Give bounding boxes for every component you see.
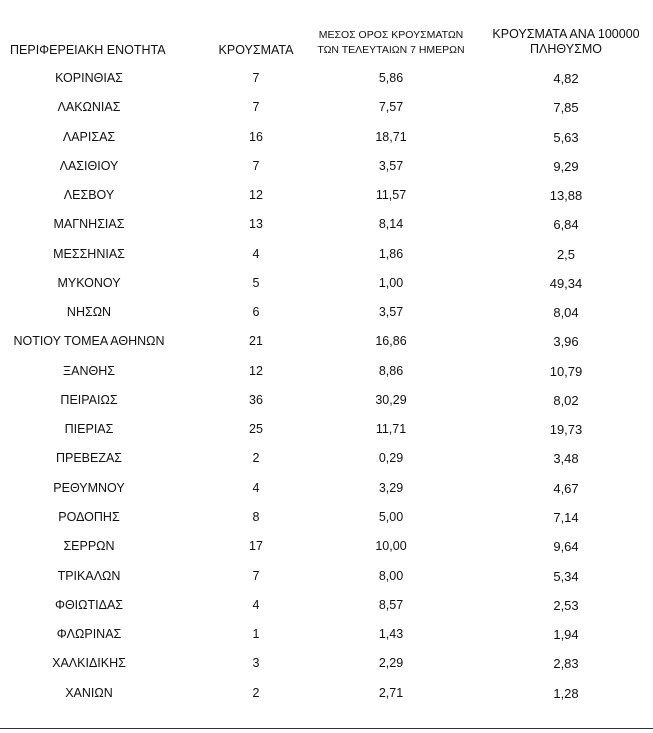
cell-cases: 1 bbox=[252, 627, 260, 642]
table-row bbox=[0, 298, 653, 327]
cell-region: ΠΙΕΡΙΑΣ bbox=[64, 422, 114, 437]
table-row bbox=[0, 474, 653, 503]
cell-7day-average: 1,86 bbox=[378, 246, 404, 261]
cell-cases-per-100k: 7,85 bbox=[553, 100, 579, 116]
cell-cases-per-100k: 5,63 bbox=[553, 129, 579, 145]
cell-region: ΠΡΕΒΕΖΑΣ bbox=[55, 451, 123, 466]
cell-cases: 4 bbox=[252, 597, 260, 612]
cell-cases: 7 bbox=[252, 158, 260, 173]
cell-7day-average: 7,57 bbox=[378, 100, 404, 115]
header-7day-average-line2: ΤΩΝ ΤΕΛΕΥΤΑΙΩΝ 7 ΗΜΕΡΩΝ bbox=[317, 44, 465, 56]
cell-cases: 12 bbox=[249, 363, 263, 378]
table-row bbox=[0, 415, 653, 444]
cell-region: ΛΑΚΩΝΙΑΣ bbox=[57, 100, 121, 115]
table-row bbox=[0, 679, 653, 708]
cell-7day-average: 3,57 bbox=[378, 305, 404, 320]
table-row bbox=[0, 327, 653, 356]
cell-cases-per-100k: 4,82 bbox=[553, 71, 579, 86]
cell-cases-per-100k: 6,84 bbox=[553, 217, 579, 233]
header-cases: ΚΡΟΥΣΜΑΤΑ bbox=[218, 43, 294, 57]
table-row bbox=[0, 444, 653, 473]
cell-region: ΡΟΔΟΠΗΣ bbox=[58, 509, 120, 524]
cell-cases: 5 bbox=[252, 275, 260, 290]
cell-cases: 4 bbox=[252, 480, 260, 495]
table-row bbox=[0, 152, 653, 181]
cell-cases: 7 bbox=[252, 568, 260, 583]
cell-cases-per-100k: 19,73 bbox=[549, 422, 583, 438]
cell-cases-per-100k: 7,14 bbox=[553, 509, 579, 525]
cell-cases-per-100k: 4,67 bbox=[553, 480, 579, 496]
cell-cases-per-100k: 9,64 bbox=[553, 539, 579, 555]
cell-cases-per-100k: 8,04 bbox=[553, 305, 579, 321]
cell-cases: 8 bbox=[252, 509, 260, 524]
cell-7day-average: 10,00 bbox=[375, 539, 407, 554]
cell-cases-per-100k: 5,34 bbox=[553, 568, 579, 584]
cell-7day-average: 3,57 bbox=[378, 158, 404, 173]
cell-region: ΜΥΚΟΝΟΥ bbox=[57, 275, 121, 290]
cell-cases-per-100k: 49,34 bbox=[549, 275, 583, 291]
cell-cases-per-100k: 10,79 bbox=[549, 363, 583, 379]
cell-cases-per-100k: 13,88 bbox=[549, 188, 583, 204]
cell-region: ΠΕΙΡΑΙΩΣ bbox=[60, 392, 118, 407]
cell-7day-average: 2,71 bbox=[378, 685, 404, 700]
cell-cases: 21 bbox=[249, 334, 263, 349]
table-row bbox=[0, 386, 653, 415]
table-row bbox=[0, 591, 653, 620]
header-region: ΠΕΡΙΦΕΡΕΙΑΚΗ ΕΝΟΤΗΤΑ bbox=[10, 43, 166, 57]
table-row bbox=[0, 357, 653, 386]
table-row bbox=[0, 64, 653, 93]
cell-cases: 2 bbox=[252, 451, 260, 466]
table-row bbox=[0, 181, 653, 210]
cell-7day-average: 8,86 bbox=[378, 363, 404, 378]
table-body bbox=[0, 64, 653, 708]
table-row bbox=[0, 269, 653, 298]
cell-region: ΧΑΛΚΙΔΙΚΗΣ bbox=[52, 656, 126, 671]
cell-region: ΝΗΣΩΝ bbox=[66, 305, 112, 320]
cell-cases-per-100k: 1,94 bbox=[553, 627, 579, 643]
cell-cases: 13 bbox=[249, 217, 263, 232]
cell-7day-average: 2,29 bbox=[378, 656, 404, 671]
table-row bbox=[0, 123, 653, 152]
cell-cases: 3 bbox=[252, 656, 260, 671]
cell-cases: 36 bbox=[249, 392, 263, 407]
cell-region: ΞΑΝΘΗΣ bbox=[63, 363, 115, 378]
cell-cases: 7 bbox=[252, 71, 260, 85]
header-cases-per-100k-line2: ΠΛΗΘΥΣΜΟ bbox=[530, 42, 602, 56]
cell-region: ΣΕΡΡΩΝ bbox=[63, 539, 115, 554]
cell-7day-average: 18,71 bbox=[375, 129, 407, 144]
cell-cases-per-100k: 9,29 bbox=[553, 158, 579, 174]
cell-region: ΛΕΣΒΟΥ bbox=[63, 188, 115, 203]
table-row bbox=[0, 620, 653, 649]
table-row bbox=[0, 210, 653, 239]
bottom-rule bbox=[0, 728, 653, 729]
cell-cases: 2 bbox=[252, 685, 260, 700]
cell-cases-per-100k: 3,48 bbox=[553, 451, 579, 467]
header-cases-per-100k bbox=[478, 27, 653, 57]
cell-region: ΜΕΣΣΗΝΙΑΣ bbox=[53, 246, 125, 261]
cell-cases: 25 bbox=[249, 422, 263, 437]
cell-7day-average: 8,57 bbox=[378, 597, 404, 612]
header-7day-average bbox=[305, 28, 477, 58]
cell-7day-average: 11,57 bbox=[375, 188, 407, 203]
cell-cases-per-100k: 2,83 bbox=[553, 656, 579, 672]
header-cases-per-100k-line1: ΚΡΟΥΣΜΑΤΑ ΑΝΑ 100000 bbox=[492, 27, 640, 41]
cell-7day-average: 30,29 bbox=[375, 392, 407, 407]
table-row bbox=[0, 93, 653, 122]
cell-7day-average: 0,29 bbox=[378, 451, 404, 466]
cell-7day-average: 8,14 bbox=[378, 217, 404, 232]
cell-cases-per-100k: 2,5 bbox=[556, 246, 576, 262]
cell-cases: 12 bbox=[249, 188, 263, 203]
table-row bbox=[0, 649, 653, 678]
table-row bbox=[0, 503, 653, 532]
cell-region: ΧΑΝΙΩΝ bbox=[65, 685, 113, 700]
cell-7day-average: 8,00 bbox=[378, 568, 404, 583]
cell-cases-per-100k: 2,53 bbox=[553, 597, 579, 613]
cell-7day-average: 16,86 bbox=[375, 334, 407, 349]
cell-cases: 17 bbox=[249, 539, 263, 554]
cell-region: ΦΛΩΡΙΝΑΣ bbox=[56, 627, 122, 642]
cell-region: ΛΑΡΙΣΑΣ bbox=[62, 129, 116, 144]
cell-cases-per-100k: 8,02 bbox=[553, 392, 579, 408]
cell-7day-average: 1,43 bbox=[378, 627, 404, 642]
cell-7day-average: 11,71 bbox=[375, 422, 407, 437]
cell-cases-per-100k: 3,96 bbox=[553, 334, 579, 350]
table-row bbox=[0, 532, 653, 561]
cell-region: ΜΑΓΝΗΣΙΑΣ bbox=[53, 217, 125, 232]
cell-7day-average: 5,86 bbox=[378, 71, 404, 85]
cell-cases: 7 bbox=[252, 100, 260, 115]
cell-region: ΝΟΤΙΟΥ ΤΟΜΕΑ ΑΘΗΝΩΝ bbox=[13, 334, 165, 349]
cell-7day-average: 1,00 bbox=[378, 275, 404, 290]
cell-region: ΤΡΙΚΑΛΩΝ bbox=[57, 568, 121, 583]
cell-7day-average: 5,00 bbox=[378, 509, 404, 524]
cell-7day-average: 3,29 bbox=[378, 480, 404, 495]
cell-region: ΦΘΙΩΤΙΔΑΣ bbox=[54, 597, 124, 612]
cell-cases-per-100k: 1,28 bbox=[553, 685, 579, 701]
cell-region: ΛΑΣΙΘΙΟΥ bbox=[59, 158, 119, 173]
cell-cases: 4 bbox=[252, 246, 260, 261]
cell-cases: 6 bbox=[252, 305, 260, 320]
cell-region: ΡΕΘΥΜΝΟΥ bbox=[53, 480, 125, 495]
cell-region: ΚΟΡΙΝΘΙΑΣ bbox=[55, 71, 123, 85]
table-row bbox=[0, 240, 653, 269]
table-row bbox=[0, 562, 653, 591]
header-7day-average-line1: ΜΕΣΟΣ ΟΡΟΣ ΚΡΟΥΣΜΑΤΩΝ bbox=[318, 29, 464, 41]
cell-cases: 16 bbox=[249, 129, 263, 144]
